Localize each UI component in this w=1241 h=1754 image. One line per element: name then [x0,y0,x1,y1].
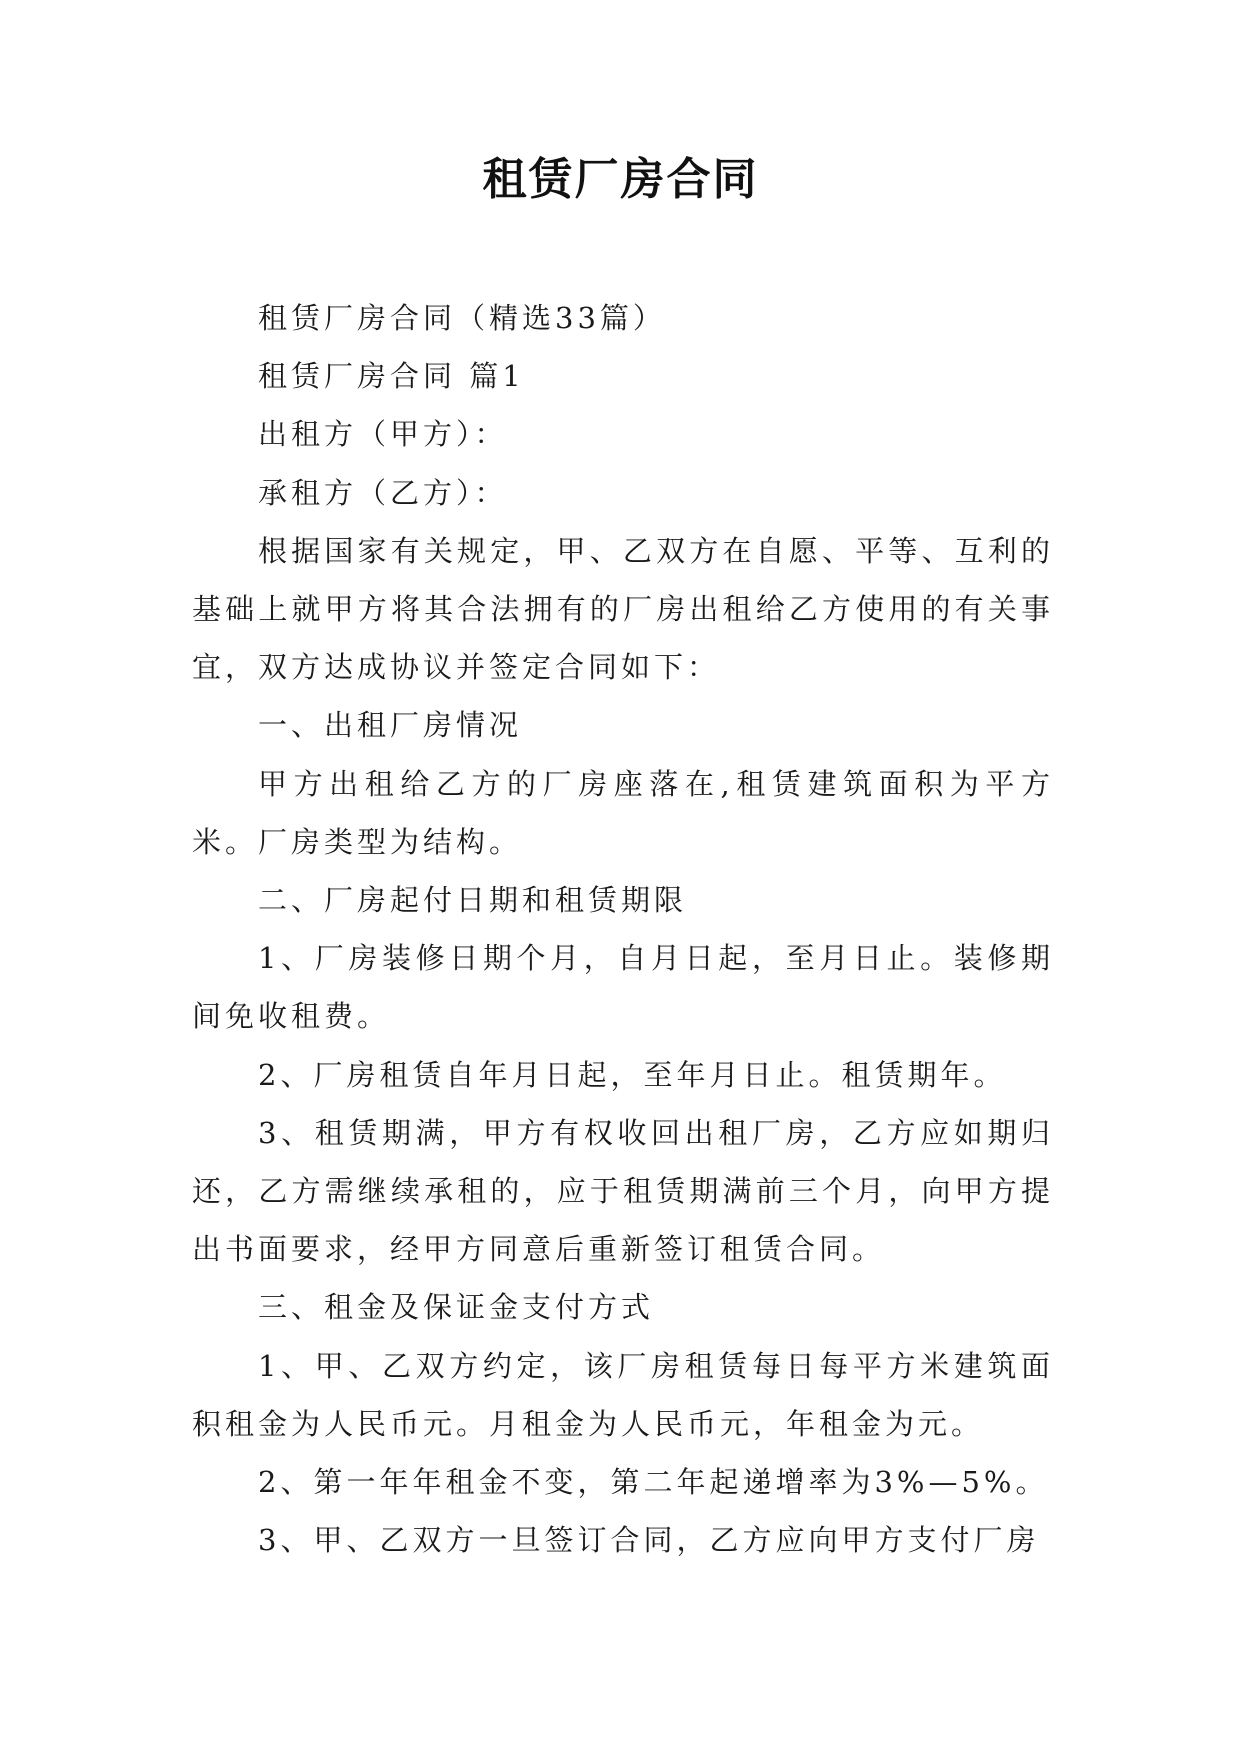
paragraph-clause: 2、第一年年租金不变，第二年起递增率为3%—5%。 [258,1465,1049,1500]
paragraph-heading-2: 二、厂房起付日期和租赁期限 [258,883,688,918]
paragraph-preamble: 根据国家有关规定，甲、乙双方在自愿、平等、互利的基础上就甲方将其合法拥有的厂房出租给乙方使用的有关事宜，双方达成协议并签定合同如下： [192,533,1054,685]
paragraph-lessor: 出租方（甲方）： [258,417,508,452]
paragraph-clause: 1、厂房装修日期个月，自月日起，至月日止。装修期间免收租费。 [192,941,1054,1034]
document-title: 租赁厂房合同 [482,154,759,205]
paragraph-lessee: 承租方（乙方）： [258,475,508,510]
paragraph-clause: 2、厂房租赁自年月日起，至年月日止。租赁期年。 [258,1057,1007,1092]
paragraph-heading-3: 三、租金及保证金支付方式 [258,1290,655,1325]
paragraph-clause: 3、甲、乙双方一旦签订合同，乙方应向甲方支付厂房 [258,1523,1040,1558]
paragraph-section-heading: 租赁厂房合同 篇1 [258,359,525,394]
paragraph-clause: 甲方出租给乙方的厂房座落在,租赁建筑面积为平方米。厂房类型为结构。 [192,766,1054,859]
paragraph-heading-1: 一、出租厂房情况 [258,708,523,743]
paragraph-clause: 3、租赁期满，甲方有权收回出租厂房，乙方应如期归还，乙方需继续承租的，应于租赁期满前三个月，向甲方提出书面要求，经甲方同意后重新签订租赁合同。 [192,1115,1054,1267]
document-body [192,289,1054,1569]
paragraph-subtitle: 租赁厂房合同（精选33篇） [258,301,666,335]
paragraph-clause: 1、甲、乙双方约定，该厂房租赁每日每平方米建筑面积租金为人民币元。月租金为人民币元，年租金为元。 [192,1348,1054,1441]
